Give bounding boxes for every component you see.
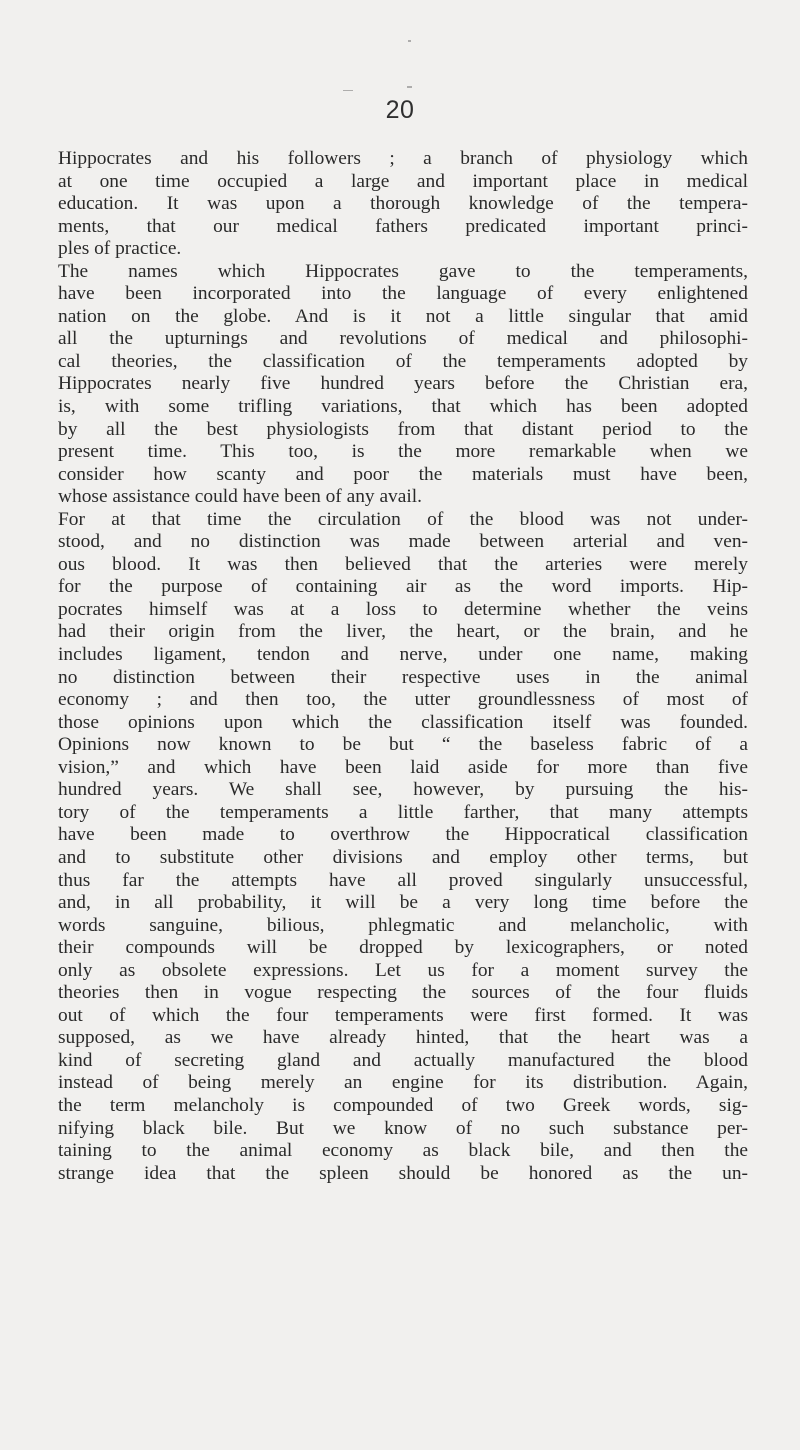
text-line: theories then in vogue respecting the sources of the four fluids [58,982,748,1004]
text-line: cal theories, the classification of the temperaments adopted by [58,350,748,372]
text-line: taining to the animal economy as black bile, and then the [58,1140,748,1162]
text-line: out of which the four temperaments were first formed. It was [58,1004,748,1026]
text-line: thus far the attempts have all proved singularly unsuccessful, [58,869,748,891]
text-line: their compounds will be dropped by lexicographers, or noted [58,937,748,959]
text-line: those opinions upon which the classification itself was founded. [58,711,748,733]
text-line: at one time occupied a large and important place in medical [58,170,748,192]
text-line: ples of practice. [58,238,182,260]
text-line: includes ligament, tendon and nerve, under one name, making [58,644,748,666]
scan-speck [407,86,412,88]
text-line: vision,” and which have been laid aside for more than five [58,756,748,778]
page-number: 20 [385,96,415,124]
text-line: is, with some trifling variations, that which has been adopted [58,396,748,418]
text-line: whose assistance could have been of any avail. [58,486,422,508]
text-line: had their origin from the liver, the heart, or the brain, and he [58,621,748,643]
text-line: words sanguine, bilious, phlegmatic and melancholic, with [58,914,748,936]
text-line: for the purpose of containing air as the word imports. Hip- [58,576,748,598]
text-line: have been made to overthrow the Hippocratical classification [58,824,748,846]
scan-speck [343,90,353,91]
text-line: hundred years. We shall see, however, by pursuing the his- [58,779,748,801]
text-line: consider how scanty and poor the materials must have been, [58,463,748,485]
text-line: Hippocrates and his followers ; a branch of physiology which [58,148,748,169]
text-line: present time. This too, is the more remarkable when we [58,441,748,463]
text-line: all the upturnings and revolutions of medical and philosophi- [58,328,748,350]
text-line: nation on the globe. And is it not a little singular that amid [58,305,748,327]
text-line: tory of the temperaments a little farther, that many attempts [58,801,748,823]
text-line: supposed, as we have already hinted, that the heart was a [58,1027,748,1049]
text-line: education. It was upon a thorough knowledge of the tempera- [58,193,748,215]
text-line: and, in all probability, it will be a very long time before the [58,892,748,914]
text-line: Hippocrates nearly five hundred years before the Christian era, [58,373,748,395]
text-line: no distinction between their respective uses in the animal [58,666,748,688]
text-line: economy ; and then too, the utter groundlessness of most of [58,689,748,711]
text-line: strange idea that the spleen should be honored as the un- [58,1162,748,1184]
text-line: For at that time the circulation of the blood was not under- [58,508,748,530]
text-line: and to substitute other divisions and employ other terms, but [58,846,748,868]
text-line: have been incorporated into the language of every enlightened [58,283,748,305]
text-line: by all the best physiologists from that distant period to the [58,418,748,440]
text-line: instead of being merely an engine for its distribution. Again, [58,1072,748,1094]
text-line: ments, that our medical fathers predicated important princi- [58,215,748,237]
text-line: stood, and no distinction was made between arterial and ven- [58,531,748,553]
text-line: Opinions now known to be but “ the baseless fabric of a [58,734,748,756]
text-line: ous blood. It was then believed that the arteries were merely [58,553,748,575]
text-line: The names which Hippocrates gave to the temperaments, [58,260,748,282]
text-line: only as obsolete expressions. Let us for a moment survey the [58,959,748,981]
text-line: pocrates himself was at a loss to determine whether the veins [58,598,748,620]
text-line: the term melancholy is compounded of two Greek words, sig- [58,1094,748,1116]
scan-speck [408,40,411,42]
body-text [58,148,748,1185]
text-line: nifying black bile. But we know of no such substance per- [58,1117,748,1139]
text-line: kind of secreting gland and actually manufactured the blood [58,1049,748,1071]
